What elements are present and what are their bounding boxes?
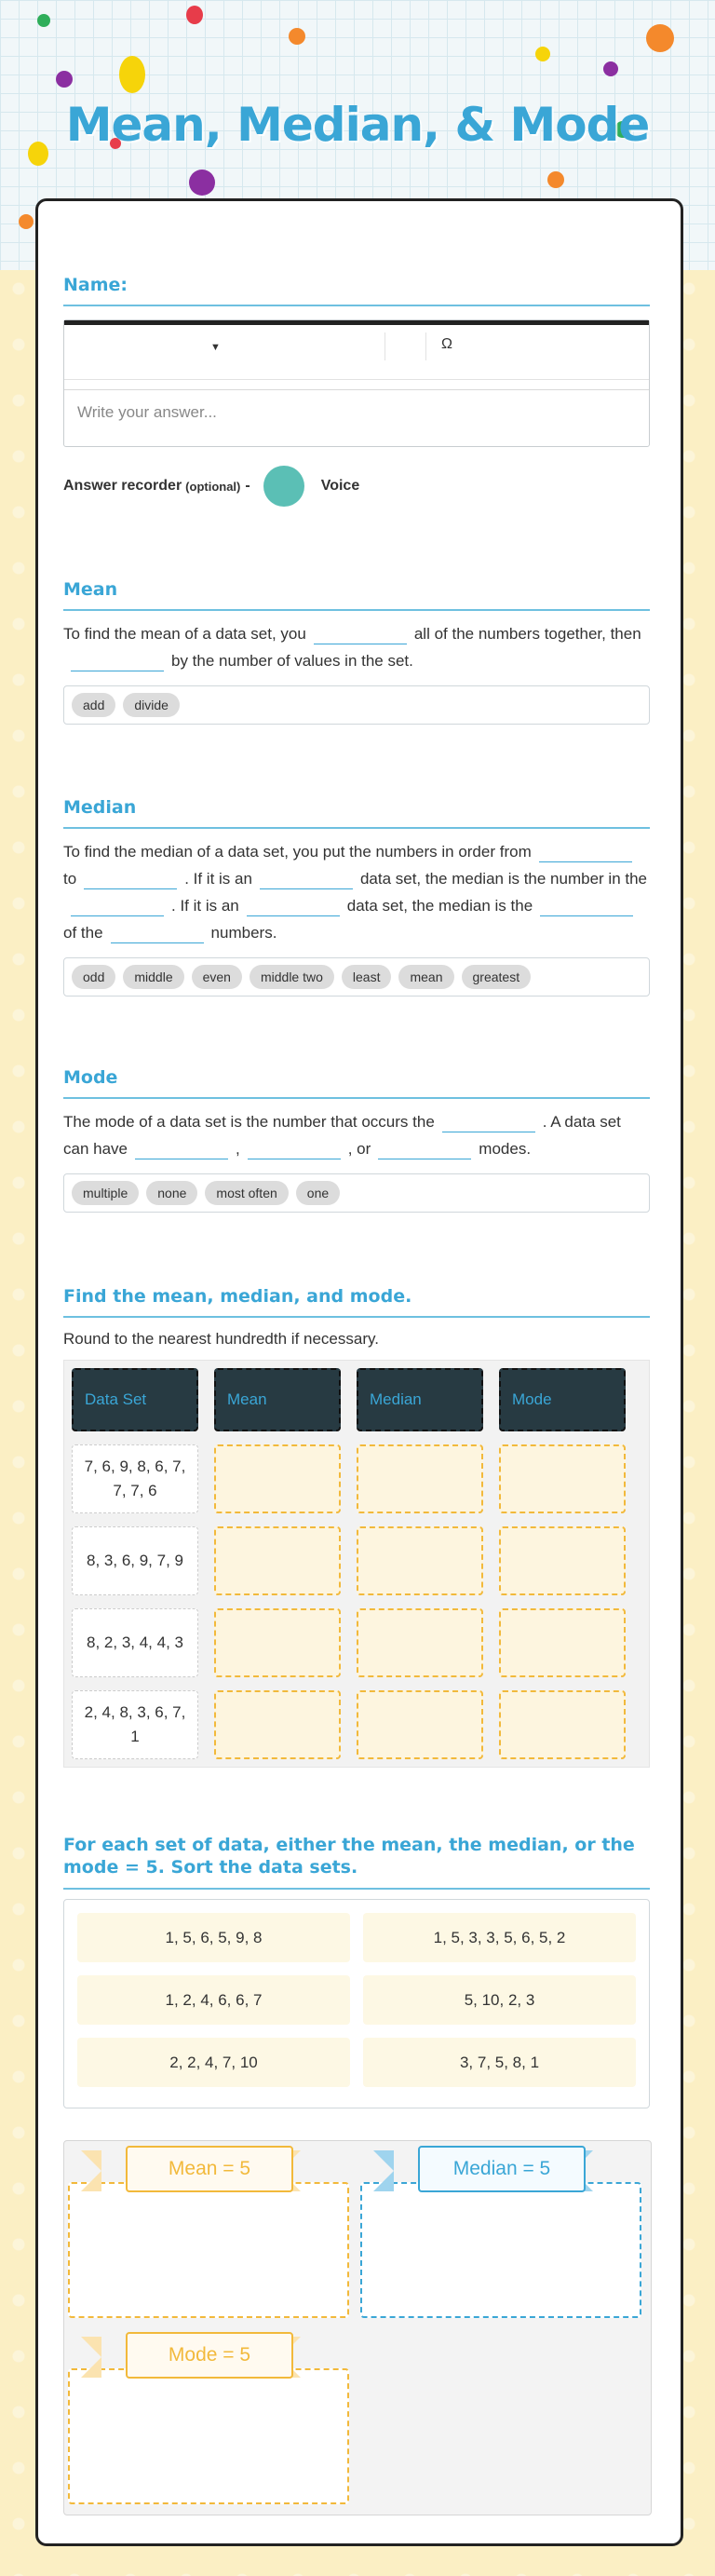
drag-chip[interactable]: middle two <box>250 965 334 989</box>
answer-grid <box>63 1360 650 1768</box>
column-header: Median <box>357 1368 483 1431</box>
paint-splatter-decoration <box>603 61 618 76</box>
answer-cell[interactable] <box>499 1444 626 1513</box>
blank-input[interactable] <box>84 870 177 889</box>
median-section <box>63 797 650 997</box>
blank-input[interactable] <box>540 897 633 916</box>
grid-header-row <box>72 1368 641 1431</box>
special-character-button[interactable]: Ω <box>441 336 452 352</box>
table-subtitle: Round to the nearest hundredth if necessary. <box>63 1330 379 1348</box>
paint-splatter-decoration <box>37 14 50 27</box>
sort-card[interactable]: 1, 5, 3, 3, 5, 6, 5, 2 <box>363 1913 636 1962</box>
blank-input[interactable] <box>378 1140 471 1159</box>
drag-chip[interactable]: mean <box>398 965 453 989</box>
answer-cell[interactable] <box>499 1608 626 1677</box>
median-title: Median <box>63 797 650 829</box>
paint-splatter-decoration <box>119 56 145 93</box>
answer-cell[interactable] <box>214 1690 341 1759</box>
answer-cell[interactable] <box>357 1444 483 1513</box>
mean-word-bank <box>63 685 650 725</box>
blank-input[interactable] <box>111 924 204 943</box>
drag-chip[interactable]: most often <box>205 1181 288 1205</box>
text-fragment: To find the median of a data set, you put the numbers in order from <box>63 843 532 861</box>
drag-chip[interactable]: greatest <box>462 965 532 989</box>
column-header: Mode <box>499 1368 626 1431</box>
paint-splatter-decoration <box>289 28 305 45</box>
paint-splatter-decoration <box>535 47 550 61</box>
text-fragment: data set, the median is the <box>346 897 533 915</box>
answer-input[interactable]: Write your answer... <box>77 403 217 421</box>
answer-editor <box>63 319 650 447</box>
sort-card[interactable]: 3, 7, 5, 8, 1 <box>363 2038 636 2087</box>
text-fragment: numbers. <box>210 924 277 942</box>
toolbar-divider <box>425 332 426 360</box>
data-set-cell: 2, 4, 8, 3, 6, 7, 1 <box>72 1690 198 1759</box>
mean-drop-zone[interactable] <box>68 2182 349 2318</box>
page-title: Mean, Median, & Mode <box>65 98 650 152</box>
sort-bins-area <box>63 2140 652 2515</box>
data-set-cell: 8, 2, 3, 4, 4, 3 <box>72 1608 198 1677</box>
sort-title: For each set of data, either the mean, the median, or the mode = 5. Sort the data sets. <box>63 1834 650 1890</box>
mode-paragraph <box>63 1108 650 1162</box>
data-set-cell: 8, 3, 6, 9, 7, 9 <box>72 1526 198 1595</box>
mean-section <box>63 579 650 725</box>
table-row <box>72 1444 641 1513</box>
editor-toolbar <box>64 325 649 380</box>
blank-input[interactable] <box>71 652 164 671</box>
text-fragment: , or <box>347 1140 371 1158</box>
recorder-dash: - <box>245 478 250 494</box>
ribbon-tail <box>81 2337 101 2378</box>
answer-cell[interactable] <box>357 1526 483 1595</box>
text-fragment: of the <box>63 924 103 942</box>
mode-section <box>63 1067 650 1213</box>
sort-card[interactable]: 1, 2, 4, 6, 6, 7 <box>77 1975 350 2025</box>
ribbon-tail <box>81 2150 101 2191</box>
text-fragment: to <box>63 870 77 888</box>
answer-cell[interactable] <box>357 1608 483 1677</box>
answer-recorder <box>63 466 650 507</box>
name-section <box>63 275 650 306</box>
text-fragment: The mode of a data set is the number that occurs the <box>63 1113 435 1131</box>
median-bin-label: Median = 5 <box>418 2146 586 2192</box>
median-drop-zone[interactable] <box>360 2182 641 2318</box>
table-row <box>72 1526 641 1595</box>
recorder-optional: (optional) <box>185 479 241 494</box>
sort-section <box>63 1834 650 2108</box>
toolbar-divider <box>384 332 385 360</box>
column-header: Mean <box>214 1368 341 1431</box>
table-title: Find the mean, median, and mode. <box>63 1286 650 1318</box>
drag-chip[interactable]: least <box>342 965 392 989</box>
paint-splatter-decoration <box>646 24 674 52</box>
drag-chip[interactable]: even <box>192 965 242 989</box>
median-paragraph <box>63 838 650 946</box>
mode-drop-zone[interactable] <box>68 2368 349 2504</box>
paint-splatter-decoration <box>186 6 203 24</box>
median-word-bank <box>63 957 650 997</box>
blank-input[interactable] <box>71 897 164 916</box>
paint-splatter-decoration <box>19 214 34 229</box>
answer-cell[interactable] <box>499 1690 626 1759</box>
sort-card[interactable]: 5, 10, 2, 3 <box>363 1975 636 2025</box>
paint-splatter-decoration <box>547 171 564 188</box>
blank-input[interactable] <box>539 843 632 862</box>
text-fragment: modes. <box>479 1140 532 1158</box>
voice-label: Voice <box>320 478 360 494</box>
mode-title: Mode <box>63 1067 650 1099</box>
blank-input[interactable] <box>442 1113 535 1132</box>
table-row <box>72 1608 641 1677</box>
blank-input[interactable] <box>260 870 353 889</box>
drag-chip[interactable]: divide <box>123 693 180 717</box>
text-fragment: all of the numbers together, then <box>413 625 641 643</box>
mean-title: Mean <box>63 579 650 611</box>
drag-chip[interactable]: middle <box>123 965 183 989</box>
drag-chip[interactable]: odd <box>72 965 115 989</box>
answer-cell[interactable] <box>214 1608 341 1677</box>
mean-paragraph <box>63 620 650 674</box>
mean-bin-label: Mean = 5 <box>126 2146 293 2192</box>
ribbon-tail <box>373 2150 394 2191</box>
column-header: Data Set <box>72 1368 198 1431</box>
text-fragment: , <box>236 1140 240 1158</box>
text-fragment: To find the mean of a data set, you <box>63 625 306 643</box>
paint-splatter-decoration <box>189 169 215 196</box>
table-row <box>72 1690 641 1759</box>
mode-word-bank <box>63 1173 650 1213</box>
record-button[interactable] <box>263 466 304 507</box>
drag-chip[interactable]: multiple <box>72 1181 139 1205</box>
data-set-cell: 7, 6, 9, 8, 6, 7, 7, 7, 6 <box>72 1444 198 1513</box>
answer-cell[interactable] <box>499 1526 626 1595</box>
blank-input[interactable] <box>247 897 340 916</box>
mode-bin-label: Mode = 5 <box>126 2332 293 2379</box>
drag-chip[interactable]: one <box>296 1181 340 1205</box>
blank-input[interactable] <box>248 1140 341 1159</box>
drag-chip[interactable]: add <box>72 693 115 717</box>
text-fragment: data set, the median is the number in the <box>359 870 648 888</box>
paint-splatter-decoration <box>56 71 73 88</box>
drag-chip[interactable]: none <box>146 1181 197 1205</box>
sort-card[interactable]: 1, 5, 6, 5, 9, 8 <box>77 1913 350 1962</box>
answer-cell[interactable] <box>357 1690 483 1759</box>
text-fragment: . If it is an <box>184 870 252 888</box>
text-fragment: . A data set can have <box>63 1113 621 1158</box>
chevron-down-icon[interactable]: ▼ <box>210 342 221 353</box>
text-fragment: by the number of values in the set. <box>171 652 413 670</box>
answer-cell[interactable] <box>214 1444 341 1513</box>
text-fragment: . If it is an <box>171 897 239 915</box>
blank-input[interactable] <box>135 1140 228 1159</box>
table-section <box>63 1286 650 1768</box>
blank-input[interactable] <box>314 625 407 644</box>
answer-cell[interactable] <box>214 1526 341 1595</box>
sort-item-bank <box>63 1899 650 2108</box>
name-label: Name: <box>63 275 650 306</box>
sort-card[interactable]: 2, 2, 4, 7, 10 <box>77 2038 350 2087</box>
recorder-label: Answer recorder <box>63 478 182 494</box>
